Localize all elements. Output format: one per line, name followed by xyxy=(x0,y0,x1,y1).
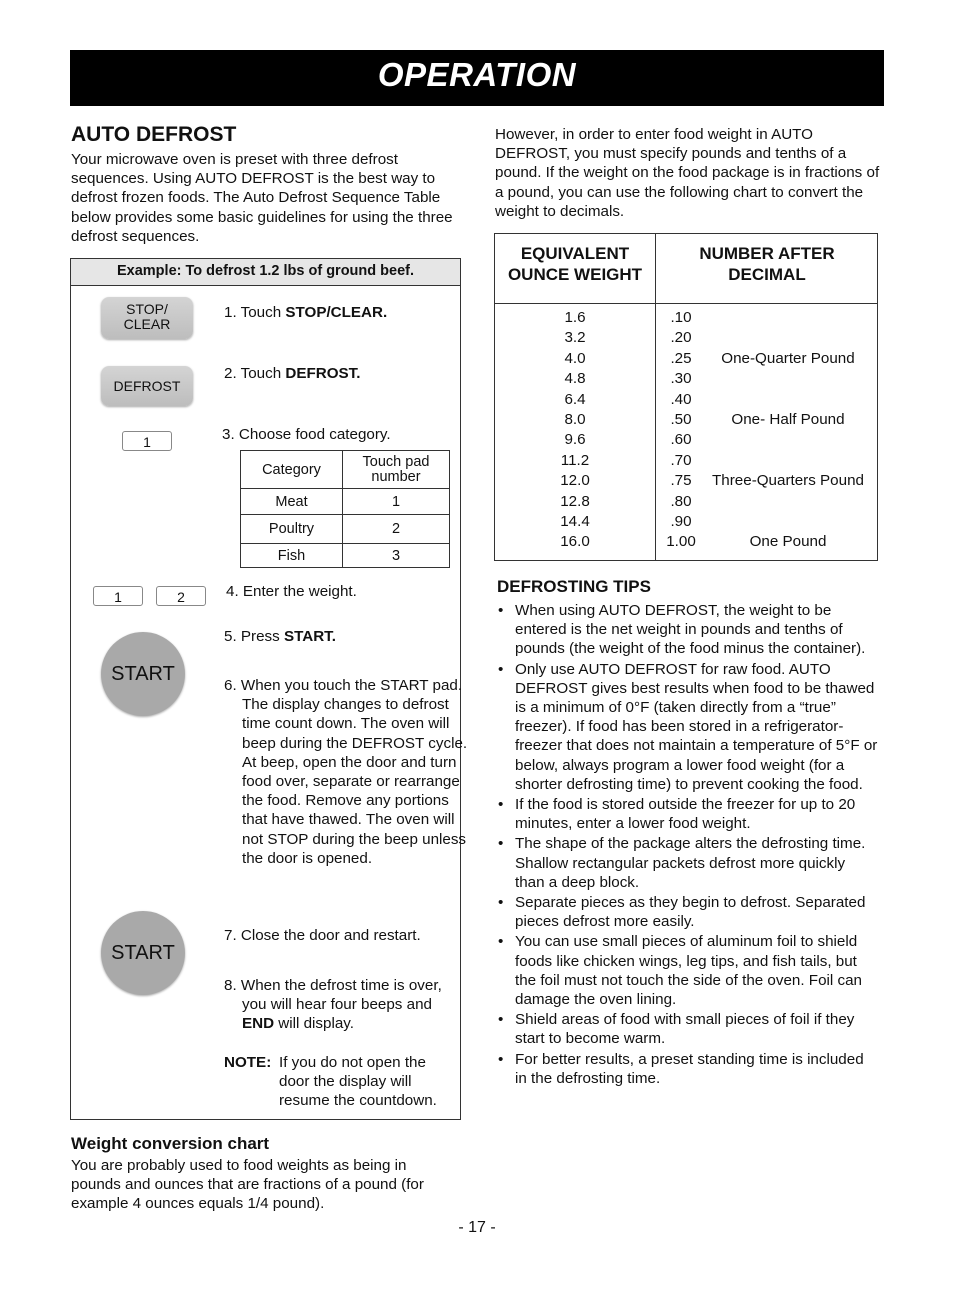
step-2-bold: DEFROST. xyxy=(285,365,361,382)
decimal-cell: 1.00 xyxy=(666,533,696,551)
note-text: If you do not open the door the display will resume the countdown. xyxy=(279,1054,437,1110)
touchpad-cell: 3 xyxy=(343,544,450,568)
defrosting-tip-item: • For better results, a preset standing time is included in the defrosting time. xyxy=(495,1050,878,1088)
ounce-weight-cell: 3.2 xyxy=(564,329,586,347)
step-2-text: Touch xyxy=(240,365,286,382)
conversion-header-decimal-line1: NUMBER AFTER xyxy=(699,244,835,263)
step-6: 6. When you touch the START pad. The display changes to defrost time count down. The oven will beep during the DEFROST cycle. At beep, open the door and turn food over, separate or rearrange the food. Remove any portions that have thawed. The oven will not STOP during the beep unless the door is opened. xyxy=(224,677,468,867)
ounce-weight-cell: 12.8 xyxy=(560,492,590,510)
header-banner xyxy=(70,50,884,106)
ounce-weight-cell: 14.4 xyxy=(560,513,590,530)
ounce-weight-cell: 6.4 xyxy=(564,390,586,408)
fraction-note-cell: One Pound xyxy=(749,533,827,551)
defrosting-tip-item: • You can use small pieces of aluminum foil to shield foods like chicken wings, leg tips, and fish tails, but the foil must not touch the side of the oven. Foil can damage the oven lining. xyxy=(495,932,878,1009)
example-title: Example: To defrost 1.2 lbs of ground beef. xyxy=(71,259,460,286)
conversion-table xyxy=(494,233,878,561)
conversion-header-decimal xyxy=(656,243,878,285)
defrosting-tip-item: • The shape of the package alters the defrosting time. Shallow rectangular packets defrost more quickly than a deep block. xyxy=(495,834,878,892)
decimal-cell: .80 xyxy=(670,492,692,510)
decimal-cell: .70 xyxy=(670,451,692,469)
ounce-weight-cell: 11.2 xyxy=(560,451,590,469)
conversion-table-divider-horizontal xyxy=(495,303,877,304)
stop-clear-pad xyxy=(101,297,193,339)
fraction-note-cell: One-Quarter Pound xyxy=(721,349,855,367)
stop-clear-pad-line1: STOP/ xyxy=(126,301,168,317)
conversion-header-ounce-line1: EQUIVALENT xyxy=(520,244,630,263)
conversion-header-ounce xyxy=(495,243,655,285)
category-table-header-touchpad: Touch pad number xyxy=(343,451,450,489)
decimal-cell: .40 xyxy=(670,390,692,408)
defrosting-tip-item: • Separate pieces as they begin to defrost. Separated pieces defrost more easily. xyxy=(495,893,878,931)
ounce-weight-cell: 4.8 xyxy=(564,370,586,388)
ounce-weight-cell: 9.6 xyxy=(564,431,586,449)
step-5 xyxy=(224,627,336,646)
step-1-number: 1. xyxy=(224,304,237,321)
step-5-text: Press xyxy=(240,628,284,645)
step-1 xyxy=(224,303,387,322)
defrosting-tips-list xyxy=(495,601,878,1089)
conversion-header-ounce-line2: OUNCE WEIGHT xyxy=(507,265,643,284)
step-3: 3. Choose food category. xyxy=(222,426,391,443)
decimal-cell: .75 xyxy=(670,472,692,490)
decimal-cell: .90 xyxy=(670,513,692,530)
defrosting-tip-item: • If the food is stored outside the freezer for up to 20 minutes, enter a lower food weight. xyxy=(495,795,878,833)
step-2 xyxy=(224,364,360,383)
fraction-note-cell: One- Half Pound xyxy=(731,411,845,428)
ounce-weight-cell: 4.0 xyxy=(564,349,586,367)
right-intro-paragraph: However, in order to enter food weight in AUTO DEFROST, you must specify pounds and tenths of a pound. If the weight on the food package is in fractions of a pound, you can use the following chart to convert the weight to decimals. xyxy=(495,126,880,220)
defrost-pad: DEFROST xyxy=(101,366,193,406)
category-table-header-category: Category xyxy=(241,451,343,489)
fraction-note-cell: Three-Quarters Pound xyxy=(712,472,864,490)
weight-chart-heading: Weight conversion chart xyxy=(71,1134,270,1153)
step-1-text: Touch xyxy=(240,304,286,321)
step-5-bold: START. xyxy=(283,628,336,645)
intro-paragraph: Your microwave oven is preset with three defrost sequences. Using AUTO DEFROST is the best way to defrost frozen foods. The Auto Defrost Sequence Table below provides some basic guidelines for using the three defrost sequences. xyxy=(71,151,453,245)
conversion-header-decimal-line2: DECIMAL xyxy=(728,265,806,284)
step-2-number: 2. xyxy=(224,365,237,382)
ounce-weight-cell: 8.0 xyxy=(564,411,586,428)
step-1-bold: STOP/CLEAR. xyxy=(285,304,388,321)
step-8-text-b: will display. xyxy=(274,1015,354,1033)
defrosting-tip-item: • Only use AUTO DEFROST for raw food. AUTO DEFROST gives best results when food to be thawed is a minimum of 0°F (taken directly from a “true” freezer). If food has been stored in a refrigerator-freezer that does not maintain a temperature of 5°F or below, always program a lower food weight (for a shorter defrosting time) to prevent cooking the food. xyxy=(495,660,878,794)
number-pad-weight-2: 2 xyxy=(156,586,206,606)
example-steps-box xyxy=(70,258,468,1120)
step-5-number: 5. xyxy=(224,628,237,645)
number-pad-1: 1 xyxy=(122,431,172,451)
page-number: - 17 - xyxy=(458,1219,496,1236)
defrosting-tip-item: • Shield areas of food with small pieces of foil if they start to become warm. xyxy=(495,1010,878,1048)
step-8-bold: END xyxy=(242,1015,275,1033)
note-label: NOTE: xyxy=(224,1054,272,1071)
note xyxy=(224,1053,449,1111)
defrosting-tip-item: • When using AUTO DEFROST, the weight to be entered is the net weight in pounds and tenths of pounds (the weight of the food minus the container). xyxy=(495,601,878,659)
decimal-cell: .25 xyxy=(670,349,692,367)
category-cell: Fish xyxy=(241,544,343,568)
ounce-weight-cell: 12.0 xyxy=(560,472,590,490)
ounce-weight-cell: 16.0 xyxy=(560,533,590,551)
page-title: OPERATION xyxy=(377,56,577,93)
touchpad-cell: 2 xyxy=(343,515,450,544)
decimal-cell: .10 xyxy=(670,309,692,326)
step-4: 4. Enter the weight. xyxy=(226,583,357,600)
step-8 xyxy=(224,976,467,1034)
decimal-cell: .60 xyxy=(670,431,692,449)
start-pad-1: START xyxy=(101,632,185,716)
start-pad-2: START xyxy=(101,911,185,995)
category-table xyxy=(240,450,450,568)
touchpad-cell: 1 xyxy=(343,489,450,515)
section-heading-auto-defrost: AUTO DEFROST xyxy=(71,123,237,146)
decimal-cell: .20 xyxy=(670,329,692,347)
step-7: 7. Close the door and restart. xyxy=(224,927,421,944)
stop-clear-pad-line2: CLEAR xyxy=(123,316,171,332)
category-cell: Meat xyxy=(241,489,343,515)
defrosting-tips-heading: DEFROSTING TIPS xyxy=(497,577,651,596)
decimal-cell: .50 xyxy=(670,411,692,428)
number-pad-weight-1: 1 xyxy=(93,586,143,606)
decimal-cell: .30 xyxy=(670,370,692,388)
ounce-weight-cell: 1.6 xyxy=(564,309,586,326)
step-8-text-a: 8. When the defrost time is over, you will hear four beeps and xyxy=(224,977,442,1014)
weight-chart-paragraph: You are probably used to food weights as being in pounds and ounces that are fractions of a pound (for example 4 ounces equals 1/4 pound). xyxy=(71,1157,424,1213)
category-cell: Poultry xyxy=(241,515,343,544)
